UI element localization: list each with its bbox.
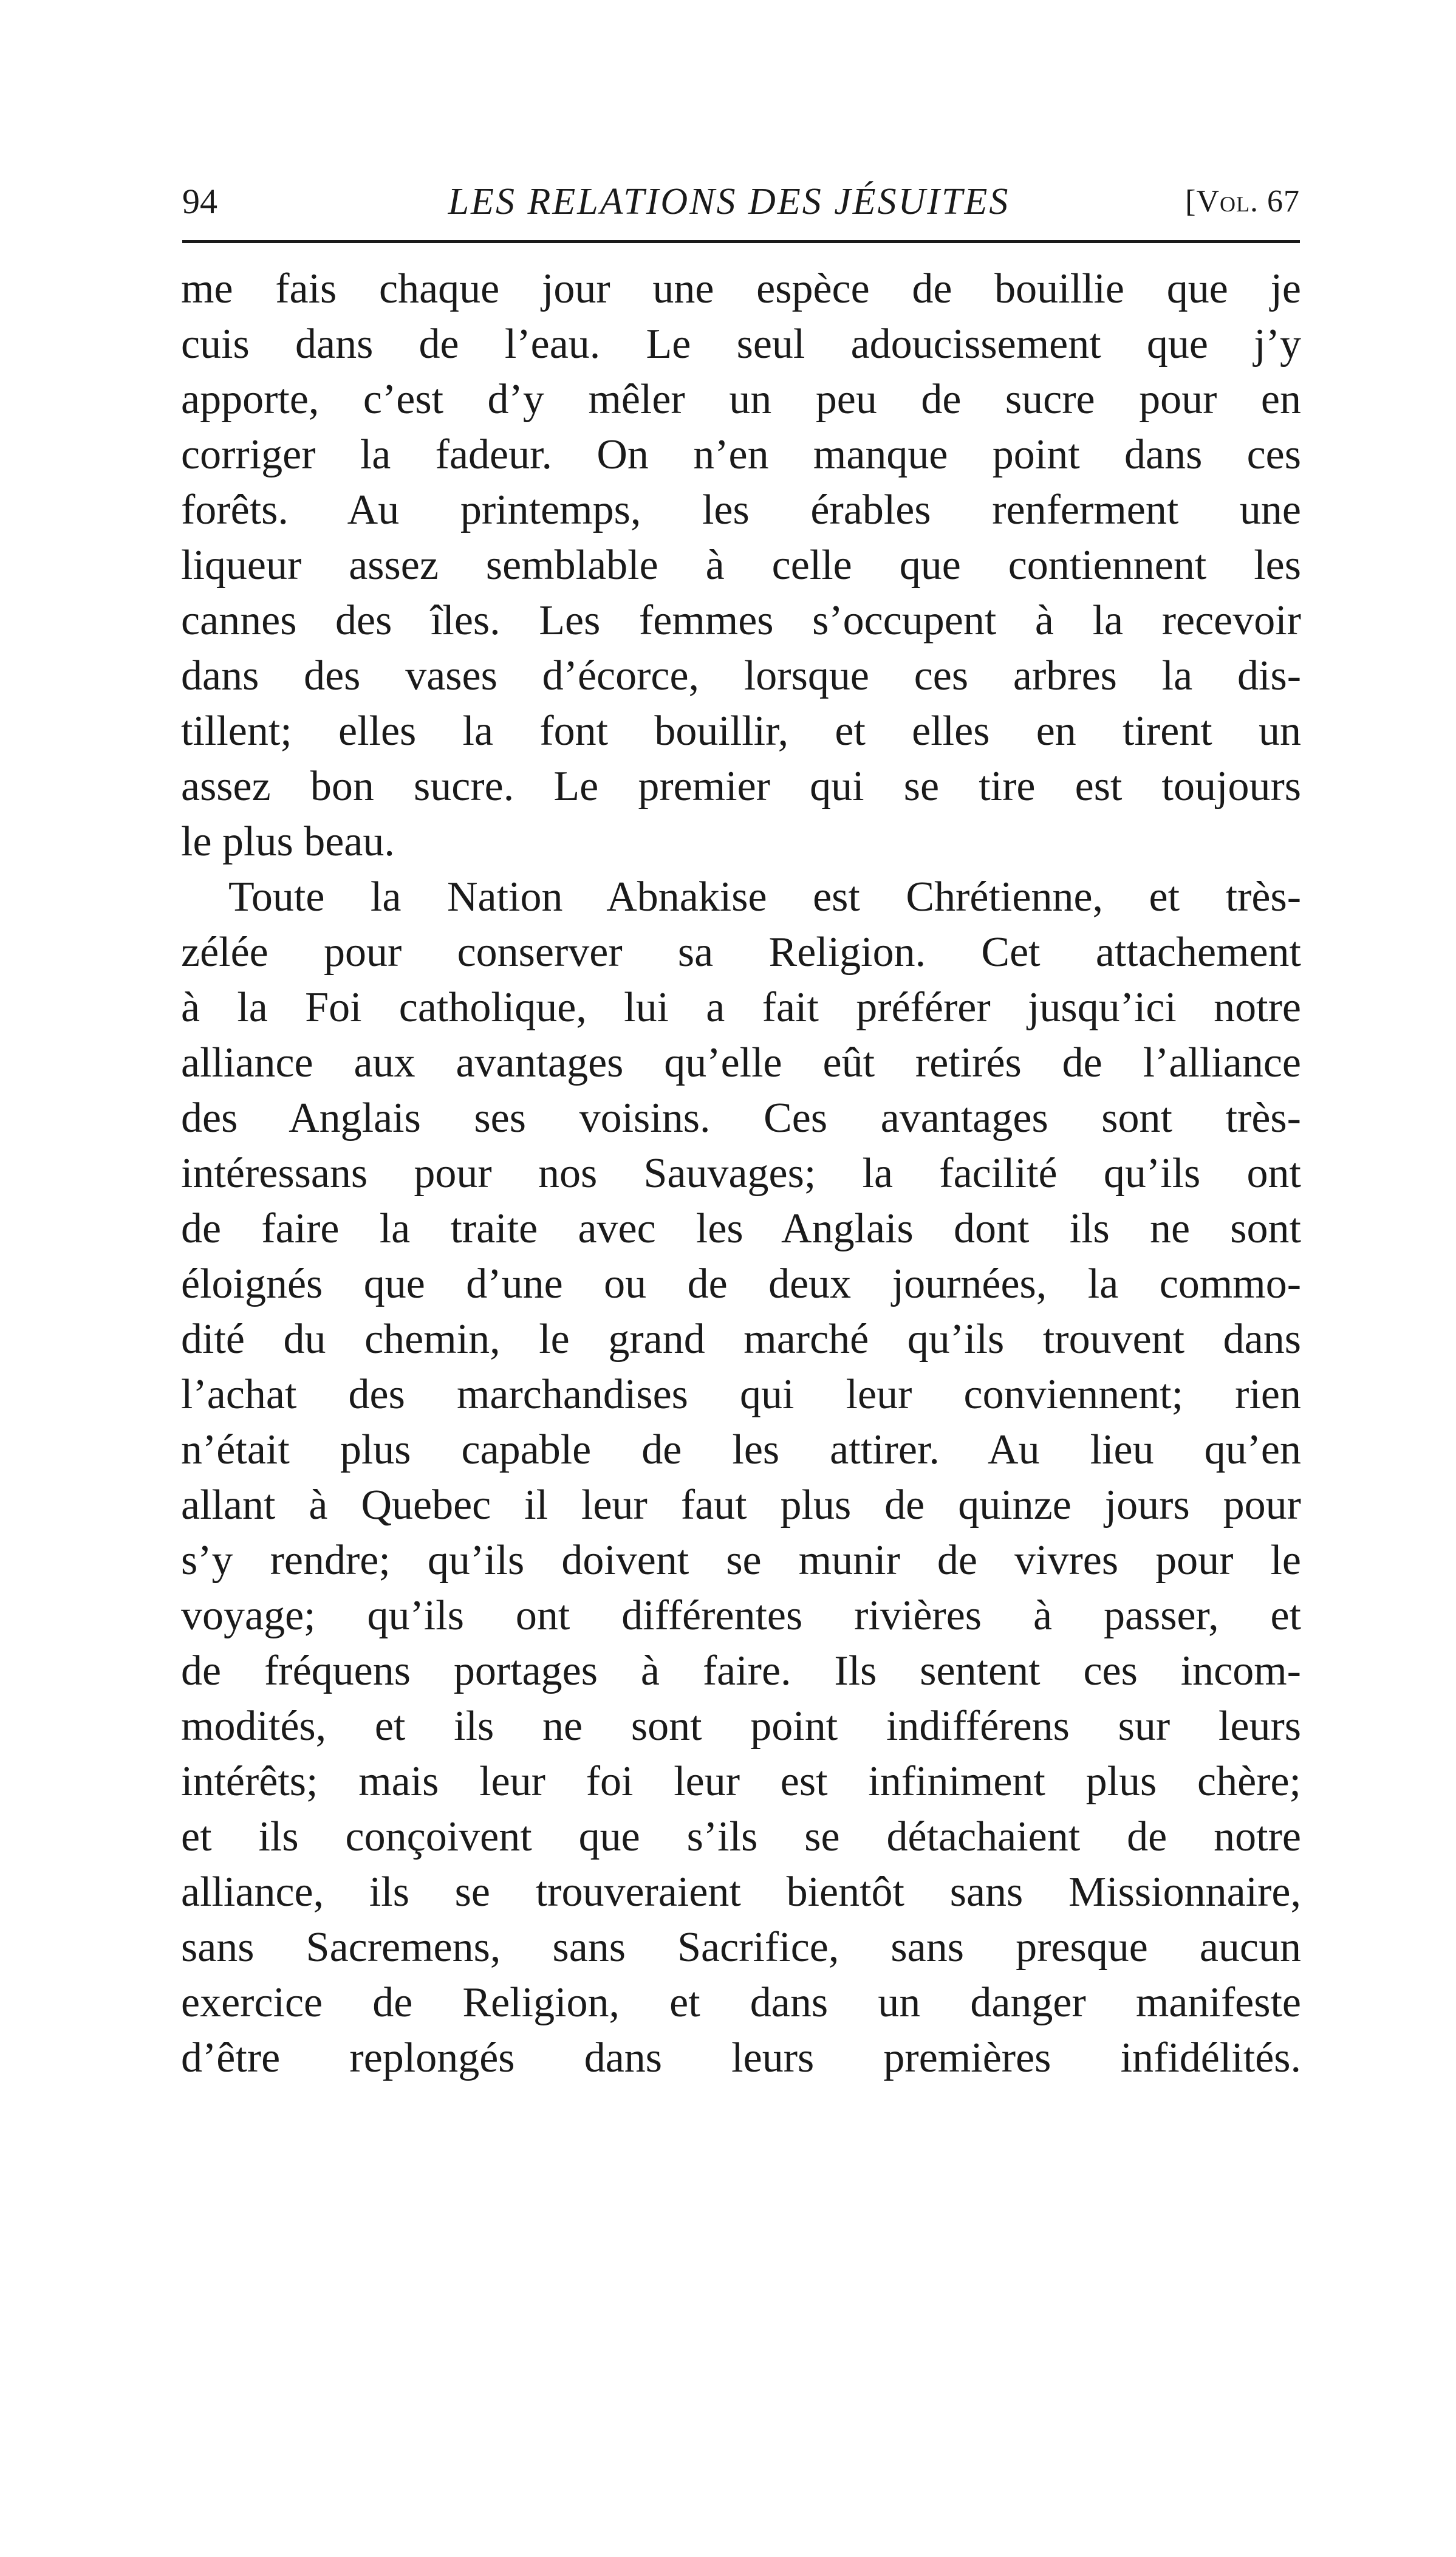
text-line: alliance aux avantages qu’elle eût retirés de l’alliance (181, 1039, 1301, 1086)
text-line: assez bon sucre. Le premier qui se tire est toujours (181, 763, 1301, 810)
text-line: sans Sacremens, sans Sacrifice, sans presque aucun (181, 1924, 1301, 1971)
text-line: des Anglais ses voisins. Ces avantages sont très- (181, 1095, 1301, 1142)
text-line: apporte, c’est d’y mêler un peu de sucre pour en (181, 376, 1301, 423)
text-line: intéressans pour nos Sauvages; la facilité qu’ils ont (181, 1150, 1301, 1197)
text-line: forêts. Au printemps, les érables renferment une (181, 487, 1301, 533)
text-line: alliance, ils se trouveraient bientôt sans Missionnaire, (181, 1869, 1301, 1915)
text-line: n’était plus capable de les attirer. Au lieu qu’en (181, 1426, 1301, 1473)
text-line: corriger la fadeur. On n’en manque point dans ces (181, 431, 1301, 478)
text-line: dité du chemin, le grand marché qu’ils trouvent dans (181, 1316, 1301, 1363)
text-line: zélée pour conserver sa Religion. Cet attachement (181, 929, 1301, 976)
paragraph-end-line: le plus beau. (181, 818, 395, 865)
text-line: éloignés que d’une ou de deux journées, la commo- (181, 1261, 1301, 1307)
paragraph-start-line: Toute la Nation Abnakise est Chrétienne, et très- (228, 874, 1301, 920)
text-line: dans des vases d’écorce, lorsque ces arbres la dis- (181, 652, 1301, 699)
text-line: liqueur assez semblable à celle que contiennent les (181, 542, 1301, 589)
body-text (181, 261, 1301, 2086)
running-title: LES RELATIONS DES JÉSUITES (448, 181, 1010, 222)
text-line: de fréquens portages à faire. Ils sentent ces incom- (181, 1648, 1301, 1694)
text-line: s’y rendre; qu’ils doivent se munir de vivres pour le (181, 1537, 1301, 1584)
running-header (182, 177, 1300, 226)
text-line: intérêts; mais leur foi leur est infiniment plus chère; (181, 1758, 1301, 1805)
text-line: cannes des îles. Les femmes s’occupent à la recevoir (181, 597, 1301, 644)
text-line: et ils conçoivent que s’ils se détachaient de notre (181, 1813, 1301, 1860)
page-number: 94 (182, 182, 217, 221)
text-line: me fais chaque jour une espèce de bouillie que je (181, 265, 1301, 312)
header-rule (182, 240, 1300, 243)
text-line: tillent; elles la font bouillir, et elles en tirent un (181, 708, 1301, 755)
text-line: d’être replongés dans leurs premières infidélités. (181, 2035, 1301, 2081)
text-line: de faire la traite avec les Anglais dont ils ne sont (181, 1205, 1301, 1252)
text-line: l’achat des marchandises qui leur conviennent; rien (181, 1371, 1301, 1418)
text-line: à la Foi catholique, lui a fait préférer jusqu’ici notre (181, 984, 1301, 1031)
volume-label: [Vol. 67 (1185, 184, 1300, 219)
text-line: allant à Quebec il leur faut plus de quinze jours pour (181, 1482, 1301, 1528)
text-line: modités, et ils ne sont point indifférens sur leurs (181, 1703, 1301, 1750)
text-line: voyage; qu’ils ont différentes rivières à passer, et (181, 1592, 1301, 1639)
text-line: cuis dans de l’eau. Le seul adoucissement que j’y (181, 321, 1301, 368)
text-line: exercice de Religion, et dans un danger manifeste (181, 1979, 1301, 2026)
